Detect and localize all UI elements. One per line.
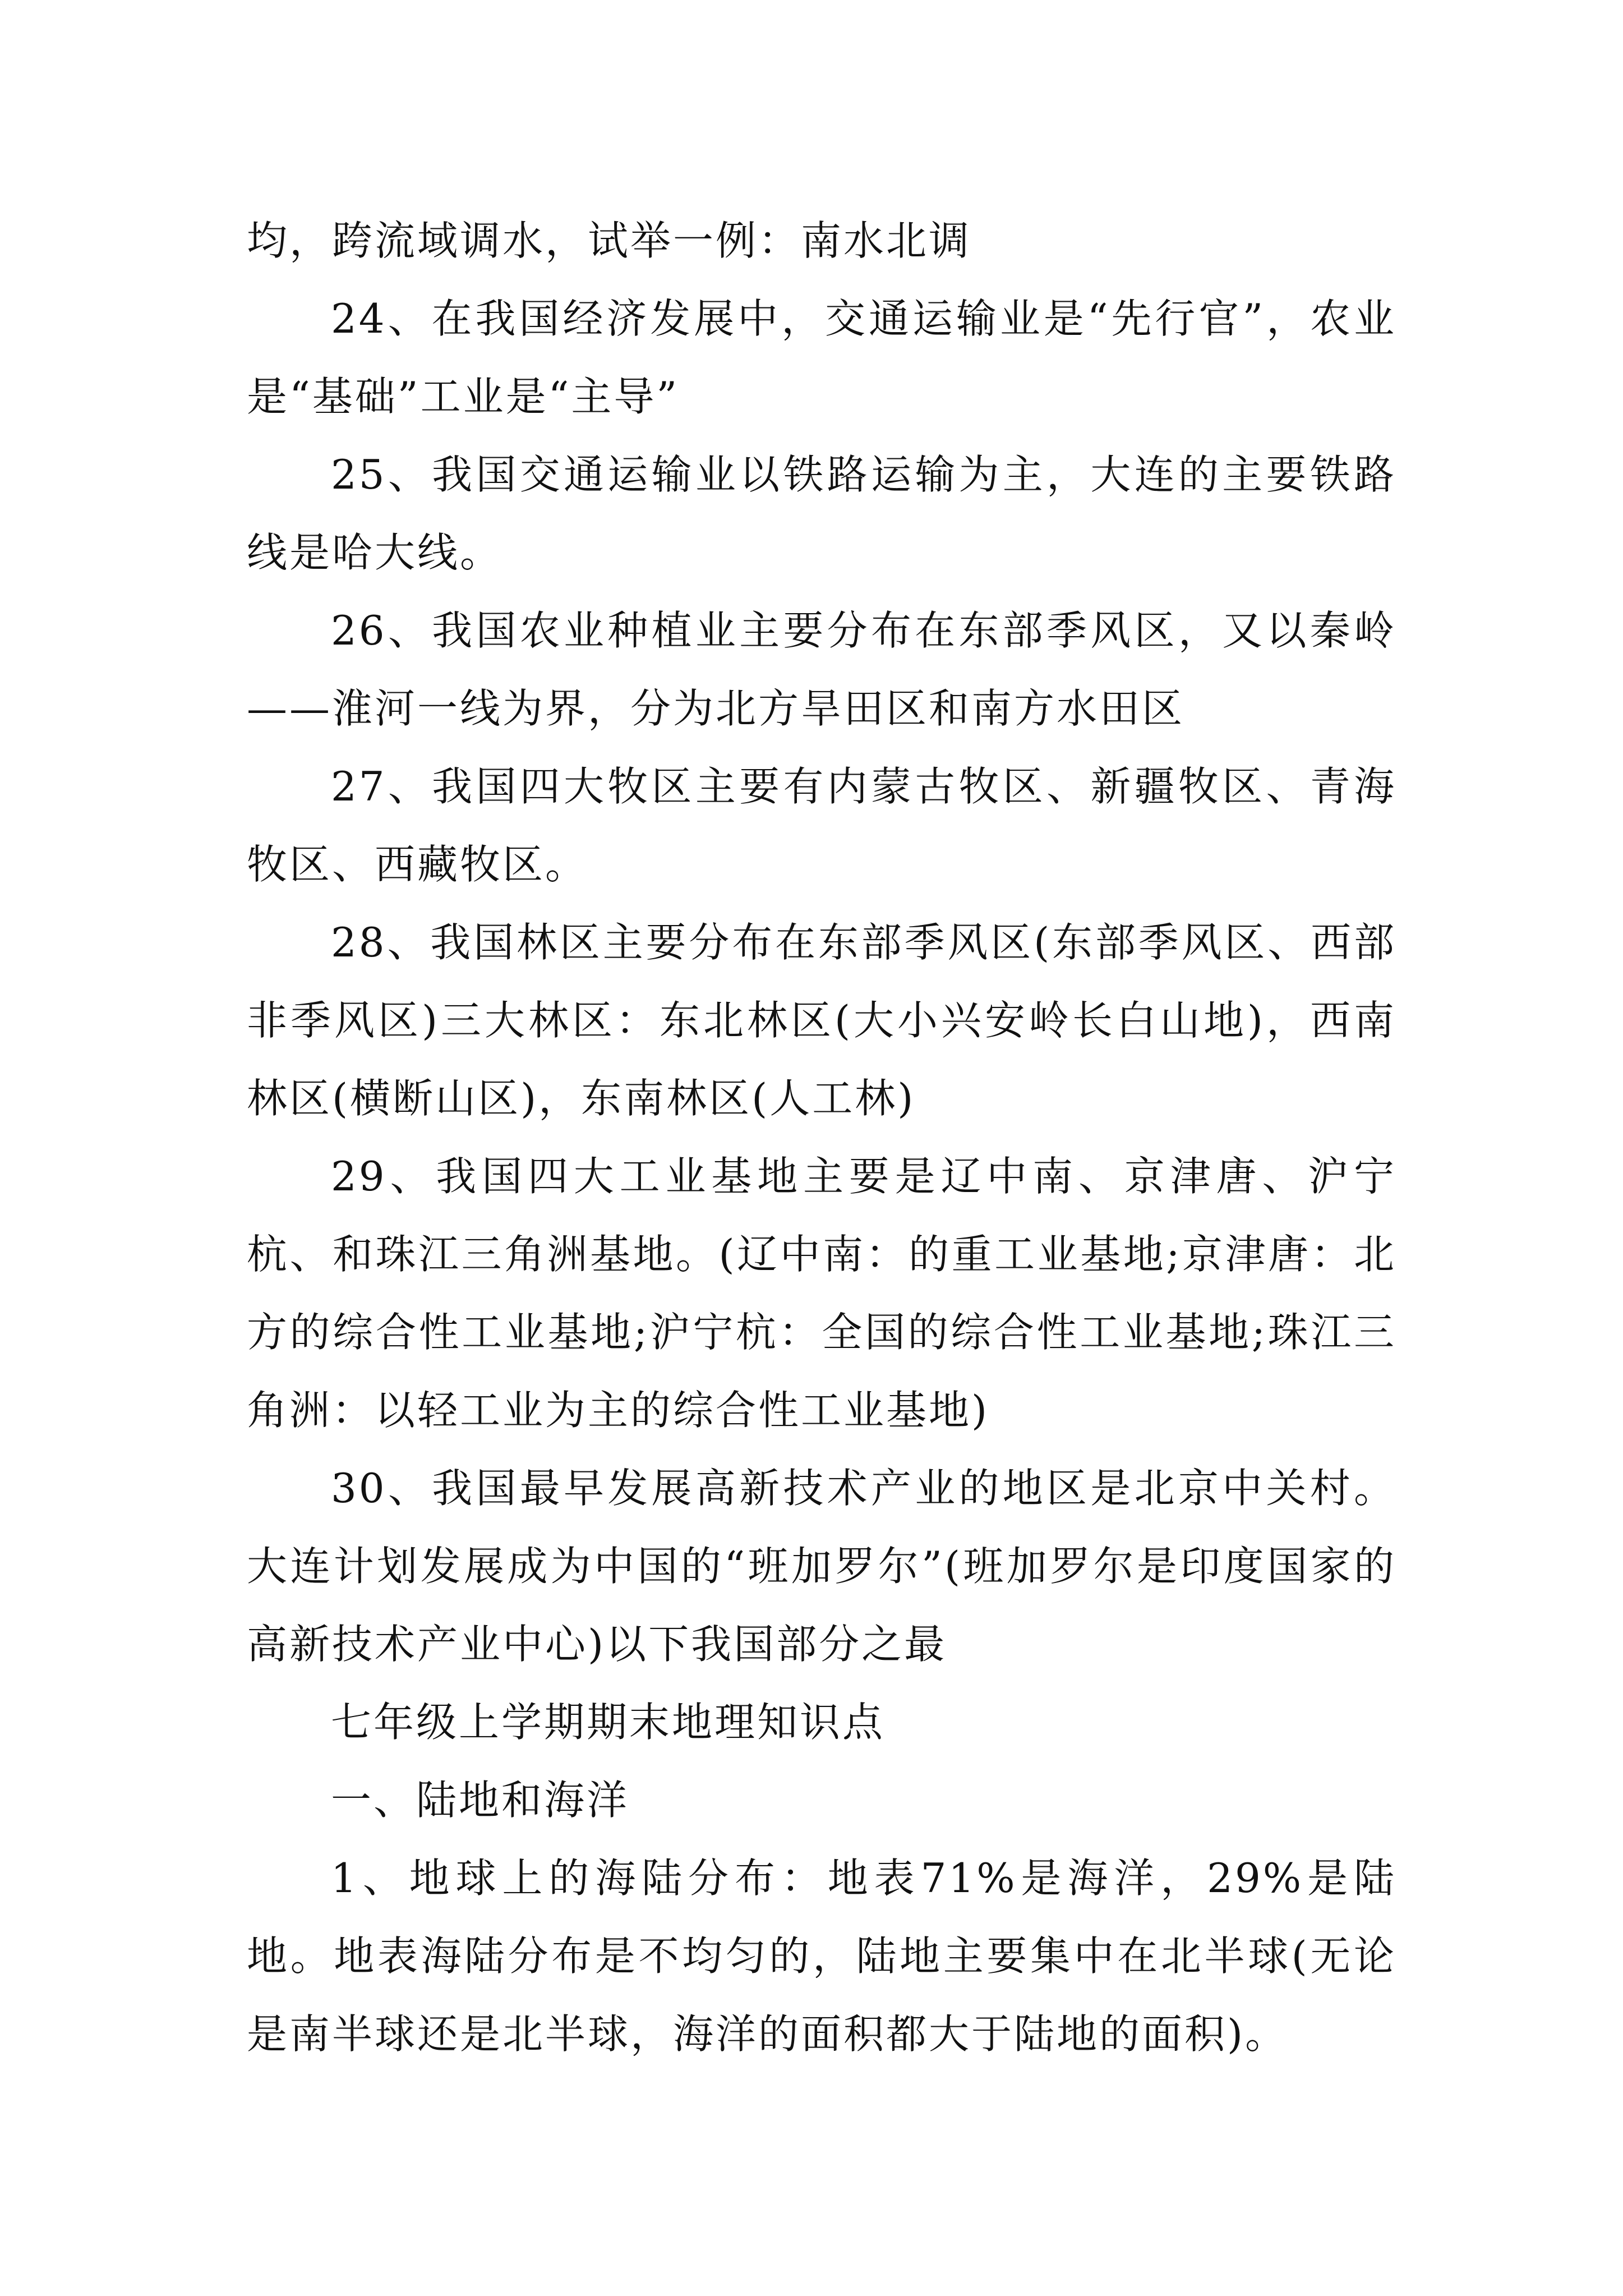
- document-body: [247, 202, 1396, 2073]
- paragraph-item-26: 26、我国农业种植业主要分布在东部季风区，又以秦岭——淮河一线为界，分为北方旱田区和南方水田区: [247, 607, 1396, 732]
- paragraph-item-25: 25、我国交通运输业以铁路运输为主，大连的主要铁路线是哈大线。: [247, 451, 1396, 576]
- paragraph-item-24: 24、在我国经济发展中，交通运输业是“先行官”，农业是“基础”工业是“主导”: [247, 295, 1396, 420]
- paragraph-item-27: 27、我国四大牧区主要有内蒙古牧区、新疆牧区、青海牧区、西藏牧区。: [247, 763, 1396, 888]
- paragraph-item-1: 1、地球上的海陆分布：地表71%是海洋，29%是陆地。地表海陆分布是不均匀的，陆地主要集中在北半球(无论是南半球还是北半球，海洋的面积都大于陆地的面积)。: [247, 1855, 1396, 2058]
- paragraph-continuation: 均，跨流域调水，试举一例：南水北调: [247, 217, 972, 264]
- paragraph-item-29: 29、我国四大工业基地主要是辽中南、京津唐、沪宁杭、和珠江三角洲基地。(辽中南：的重工业基地;京津唐：北方的综合性工业基地;沪宁杭：全国的综合性工业基地;珠江三角洲：以轻工业为主的综合性工业基地): [247, 1153, 1396, 1434]
- section-title: 七年级上学期期末地理知识点: [331, 1699, 886, 1746]
- section-heading: 一、陆地和海洋: [331, 1777, 630, 1824]
- paragraph-item-30: 30、我国最早发展高新技术产业的地区是北京中关村。大连计划发展成为中国的“班加罗尔”(班加罗尔是印度国家的高新技术产业中心)以下我国部分之最: [247, 1465, 1396, 1668]
- paragraph-item-28: 28、我国林区主要分布在东部季风区(东部季风区、西部非季风区)三大林区：东北林区(大小兴安岭长白山地)，西南林区(横断山区)，东南林区(人工林): [247, 919, 1396, 1122]
